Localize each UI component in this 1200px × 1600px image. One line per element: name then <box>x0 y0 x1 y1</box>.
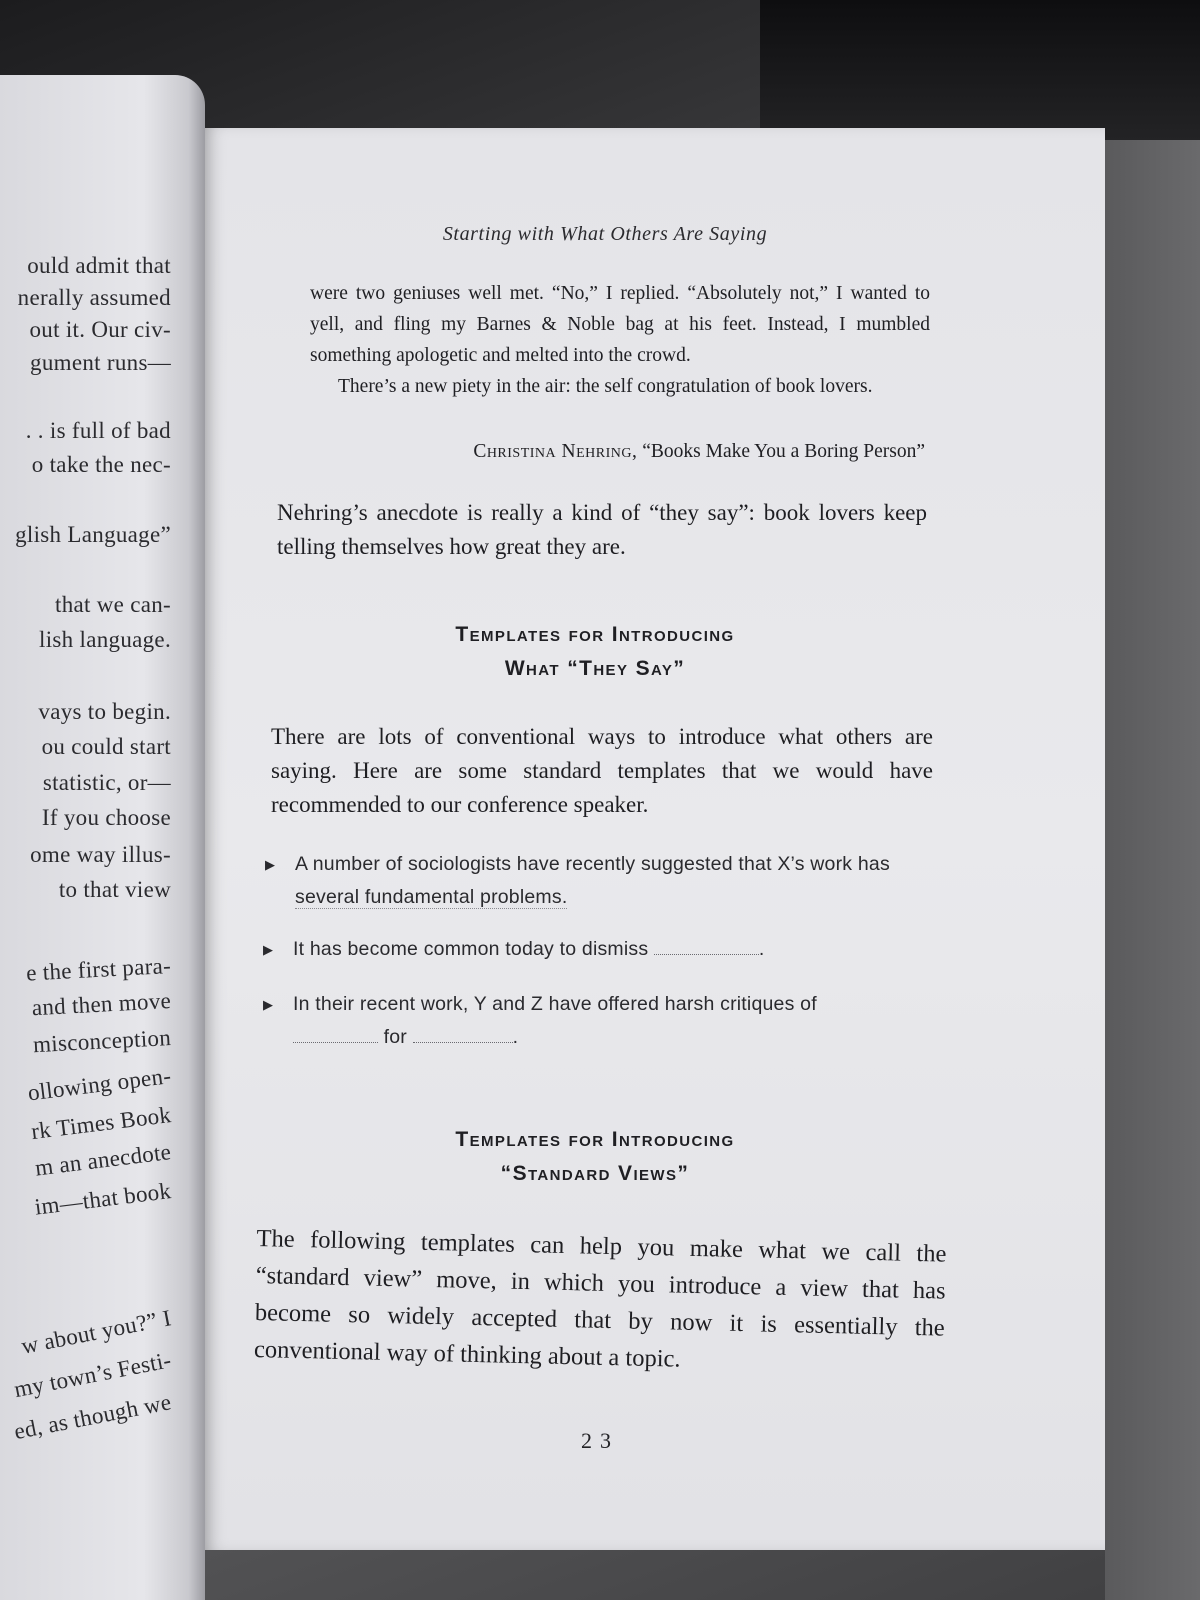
template-text: for <box>383 1026 407 1048</box>
template-blank <box>413 1028 513 1043</box>
left-page-line: w about you?” I <box>19 1305 174 1359</box>
left-page-line: e the first para- <box>25 953 172 986</box>
left-page-line: ome way illus- <box>30 842 171 867</box>
template-text: It has become common today to dismiss <box>293 938 649 960</box>
left-page-line: to that view <box>58 877 171 902</box>
left-page <box>0 75 205 1600</box>
body-paragraph: The following templates can help you make what we call the “standard view” move, in which you introduce a view that has become so widely accepted that by now it is essentially the conventional way of thinking about a topic. <box>253 1224 947 1373</box>
right-page <box>205 128 1105 1550</box>
template-item <box>263 933 933 966</box>
body-paragraph: There are lots of conventional ways to introduce what others are saying. Here are some standard templates that we would have recommended to our conference speaker. <box>271 724 933 817</box>
section-heading-line: Templates for Introducing <box>455 623 735 646</box>
quote-paragraph: There’s a new piety in the air: the self congratulation of book lovers. <box>338 376 873 397</box>
template-blank <box>293 1028 378 1043</box>
left-page-line: m an anecdote <box>33 1139 173 1181</box>
left-page-line: gument runs— <box>30 350 171 375</box>
section-heading <box>385 618 805 686</box>
left-page-line: ollowing open- <box>26 1063 173 1106</box>
template-blank <box>654 940 759 955</box>
left-page-line: that we can- <box>55 592 171 617</box>
block-quote <box>310 278 930 402</box>
left-page-line: misconception <box>32 1025 172 1058</box>
left-page-line: . . is full of bad <box>25 418 171 443</box>
template-punctuation: . <box>758 938 765 960</box>
template-item <box>265 848 935 914</box>
left-page-line: vays to begin. <box>38 699 171 724</box>
template-punctuation: . <box>512 1026 519 1048</box>
dark-background-corner <box>760 0 1200 140</box>
left-page-line: rk Times Book <box>29 1102 173 1145</box>
triangle-bullet-icon: ▶ <box>265 857 276 872</box>
triangle-bullet-icon: ▶ <box>263 942 274 957</box>
left-page-line: im—that book <box>33 1178 173 1220</box>
running-head: Starting with What Others Are Saying <box>442 223 768 245</box>
template-item <box>263 988 938 1054</box>
section-heading-line: What “They Say” <box>504 657 686 680</box>
section-heading <box>385 1123 805 1191</box>
left-page-line: glish Language” <box>15 522 171 547</box>
triangle-bullet-icon: ▶ <box>263 997 274 1012</box>
left-page-line: ould admit that <box>27 253 171 278</box>
quote-attribution <box>375 441 925 463</box>
left-page-line: ou could start <box>41 734 171 759</box>
left-page-line: If you choose <box>41 805 171 830</box>
left-page-line: statistic, or— <box>42 770 171 795</box>
section-heading-line: Templates for Introducing <box>455 1128 735 1151</box>
attribution-author: Christina Nehring, <box>473 441 638 462</box>
template-text: A number of sociologists have recently suggested that X’s work has <box>295 853 890 875</box>
left-page-line: o take the nec- <box>31 452 171 477</box>
section-heading-line: “Standard Views” <box>500 1162 690 1185</box>
page-number: 23 <box>581 1428 619 1453</box>
left-page-line: lish language. <box>39 627 171 652</box>
quote-paragraph: were two geniuses well met. “No,” I replied. “Absolutely not,” I wanted to yell, and fling my Barnes & Noble bag at his feet. Instead, I mumbled something apologetic and melted into the crowd. <box>310 283 930 366</box>
attribution-title: “Books Make You a Boring Person” <box>642 441 925 462</box>
left-page-line: nerally assumed <box>17 285 171 310</box>
template-text: In their recent work, Y and Z have offered harsh critiques of <box>293 993 817 1015</box>
body-paragraph: Nehring’s anecdote is really a kind of “they say”: book lovers keep telling themselves how great they are. <box>277 500 927 559</box>
left-page-line: out it. Our civ- <box>29 317 171 342</box>
left-page-line: and then move <box>31 988 172 1021</box>
left-page-line: my town’s Festi- <box>12 1347 174 1403</box>
template-text-underlined: several fundamental problems. <box>295 886 568 908</box>
table-surface-right <box>1105 140 1200 1600</box>
left-page-line: ed, as though we <box>12 1389 174 1445</box>
